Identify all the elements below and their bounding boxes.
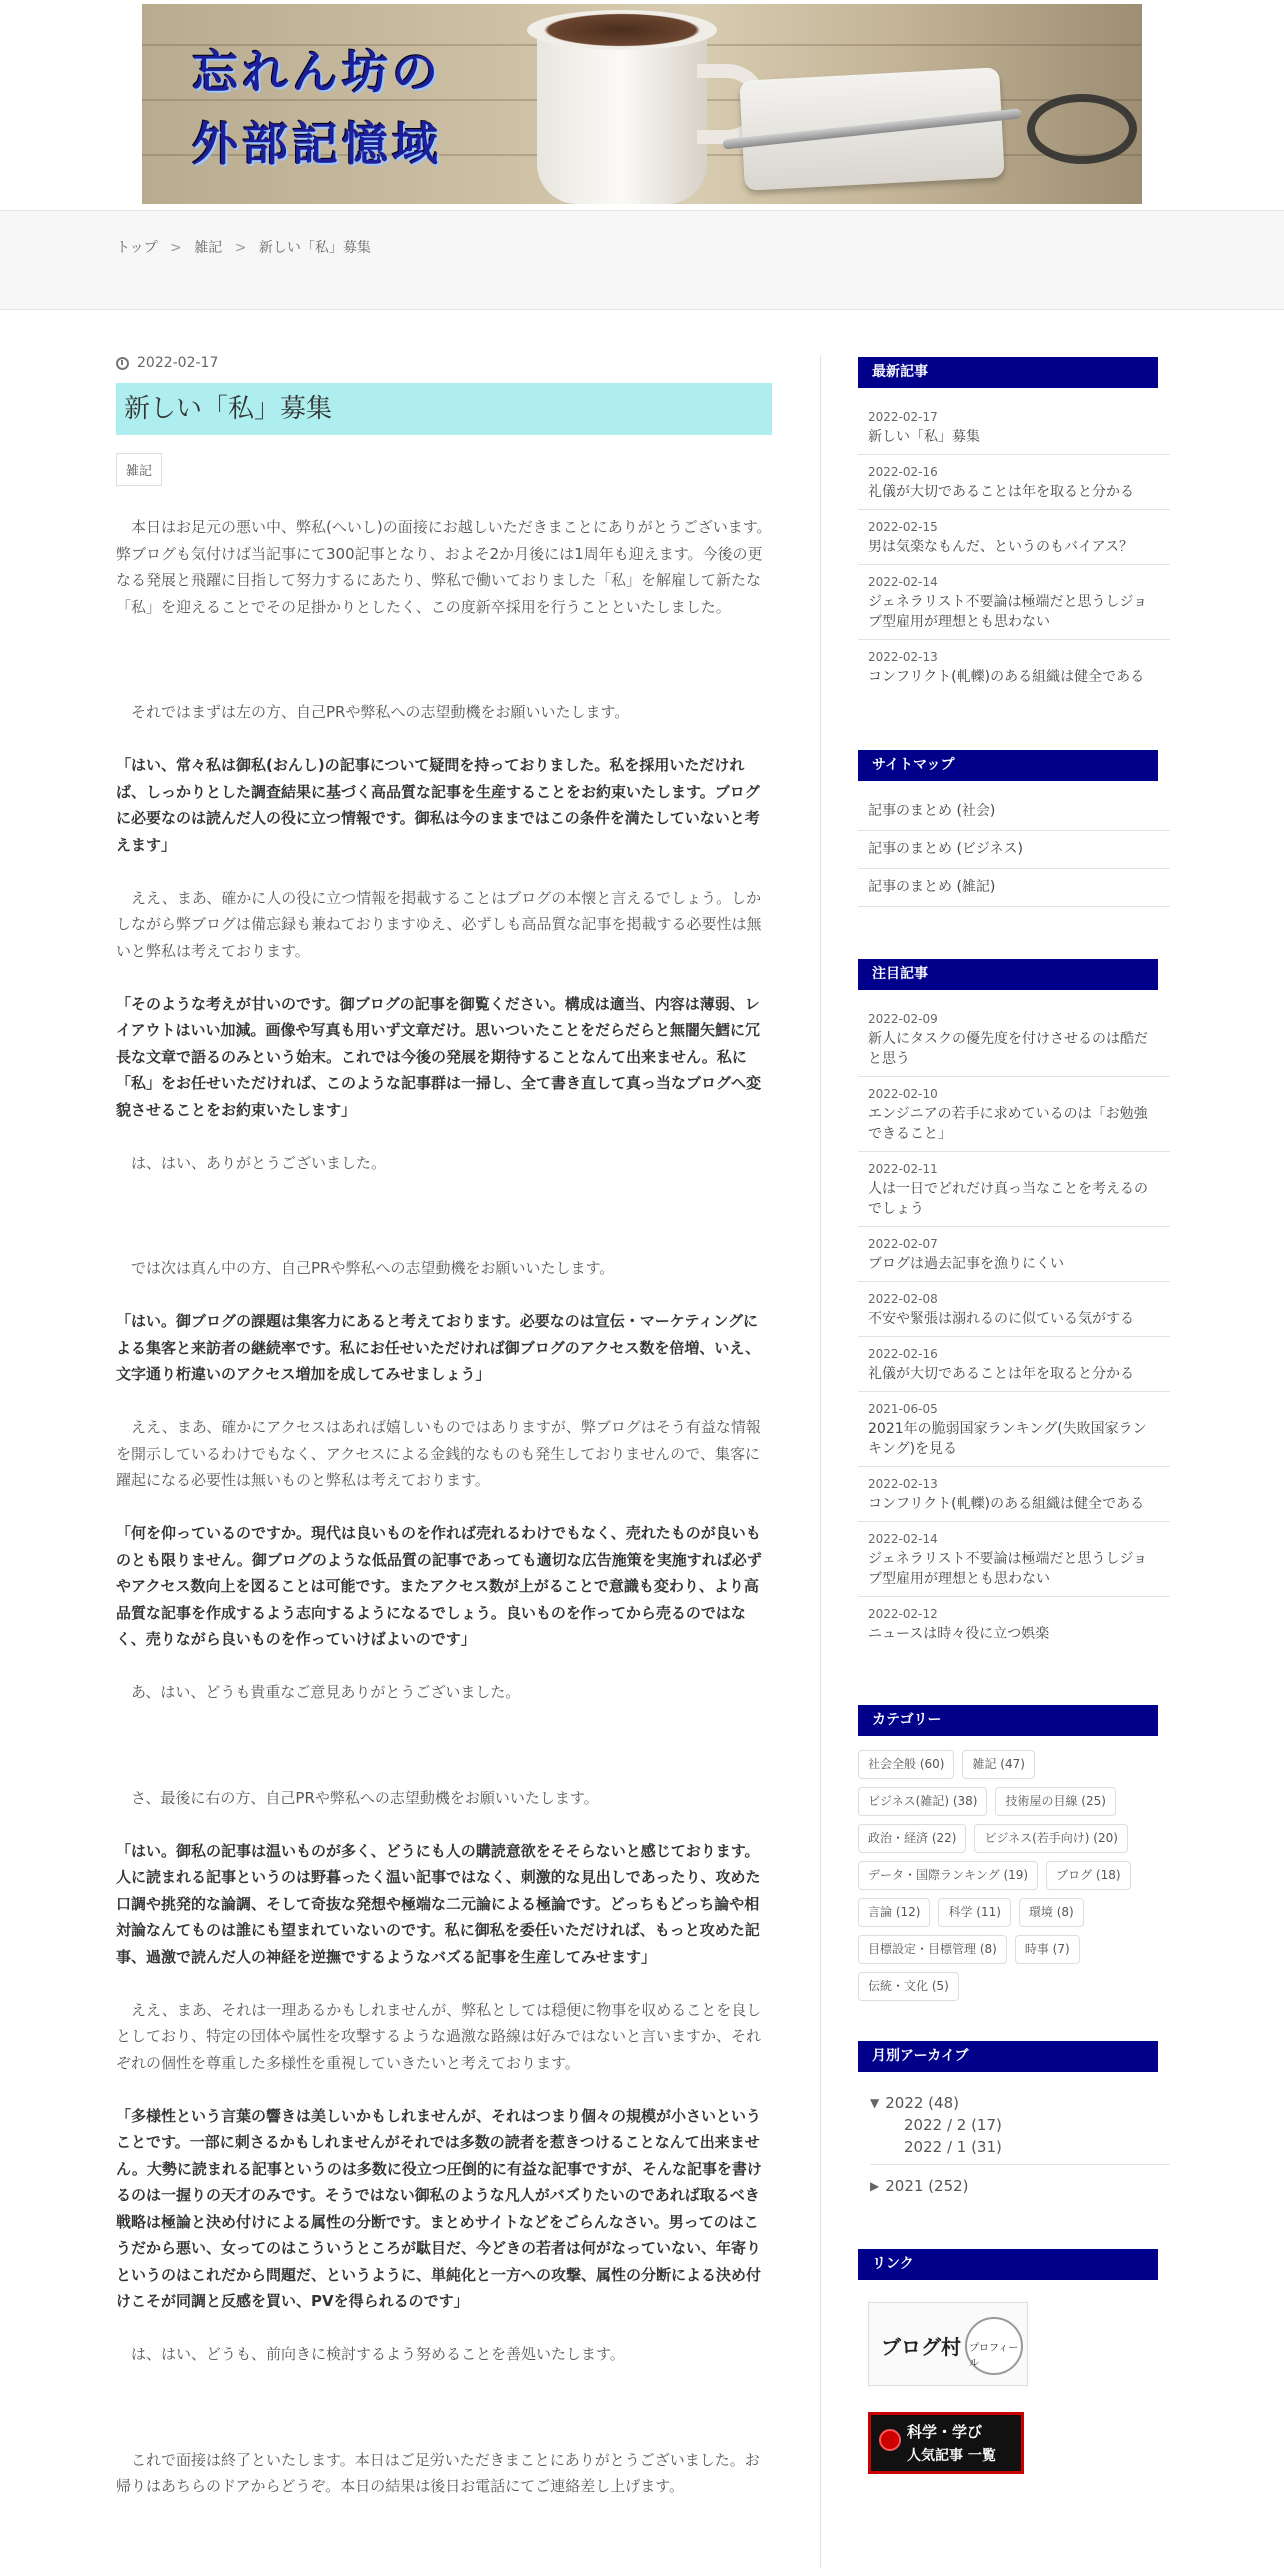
archive-divider (870, 2164, 1170, 2165)
recent-post-date: 2022-02-15 (868, 520, 938, 534)
recent-post-date: 2022-02-14 (868, 575, 938, 589)
breadcrumb-separator: > (234, 240, 247, 256)
bold-paragraph: 「何を仰っているのですか。現代は良いものを作れば売れるわけでもなく、売れたものが良いものとも限りません。御ブログのような低品質の記事であっても適切な広告施策を実施すれば必ずやアクセス数向上を図ることは可能です。またアクセス数が上がることで意識も変わり、より高品質な記事を作成するよう志向するようになるでしょう。良いものを作ってから売るのではなく、売りながら良いものを作っていけばよいのです」 (116, 1524, 762, 1648)
recent-post-item[interactable] (858, 640, 1170, 694)
blogmura-logo-text: ブログ村 (881, 2335, 961, 2359)
breadcrumb-bar (0, 210, 1284, 310)
featured-post-item[interactable] (858, 1227, 1170, 1282)
featured-post-date: 2022-02-07 (868, 1237, 938, 1251)
paragraph-spacer (116, 1123, 772, 1150)
widget-title-featured: 注目記事 (858, 959, 1158, 990)
paragraph-spacer (116, 2368, 772, 2447)
post-content (116, 514, 772, 2500)
column-divider (820, 355, 821, 2568)
featured-post-item[interactable] (858, 1522, 1170, 1597)
paragraph-spacer (116, 2076, 772, 2103)
bold-paragraph: 「多様性という言葉の響きは美しいかもしれませんが、それはつまり個々の規模が小さいということです。一部に刺さるかもしれませんがそれでは多数の読者を惹きつけることなんて出来ません。大勢に読まれる記事というのは多数に役立つ圧倒的に有益な記事ですが、そんな記事を書けるのは一握りの天才のみです。そうではない御私のような凡人がバズりたいのであれば取るべき戦略は極論と決め付けによる属性の分断です。まとめサイトなどをごらんなさい。男ってのはこうだから悪い、女ってのはこういうところが駄目だ、今どきの若者は何がなっていない、年寄りというのはこれだから問題だ、というように、単純化と一方への攻撃、属性の分断による決め付けこそが同調と反感を買い、PVを得られるのです」 (116, 2106, 762, 2310)
category-chip[interactable]: ビジネス(雑記) (38) (858, 1787, 987, 1816)
archive-month-item[interactable]: 2022 / 1 (31) (904, 2138, 1002, 2156)
recent-post-item[interactable] (858, 510, 1170, 565)
archive-year-2022[interactable] (858, 2092, 1170, 2114)
recent-post-item[interactable] (858, 455, 1170, 510)
bold-paragraph: 「はい。御ブログの課題は集客力にあると考えております。必要なのは宣伝・マーケティングによる集客と来訪者の継続率です。私にお任せいただければ御ブログのアクセス数を倍増、いえ、文字通り桁違いのアクセス増加を成してみせましょう」 (116, 1312, 761, 1383)
recent-post-title[interactable]: 礼儀が大切であることは年を取ると分かる (868, 484, 1134, 500)
featured-post-title[interactable]: 不安や緊張は溺れるのに似ている気がする (868, 1311, 1134, 1327)
paragraph: さ、最後に右の方、自己PRや弊私への志望動機をお願いいたします。 (131, 1788, 599, 1807)
ranking-banner-link[interactable] (868, 2412, 1024, 2474)
post-title: 新しい「私」募集 (116, 383, 772, 435)
featured-post-date: 2022-02-11 (868, 1162, 938, 1176)
category-chip[interactable]: 雑記 (47) (962, 1750, 1034, 1779)
archive-year-label: 2022 (48) (885, 2094, 959, 2112)
archive-year-label: 2021 (252) (885, 2177, 969, 2195)
featured-post-item[interactable] (858, 1597, 1170, 1651)
featured-post-title[interactable]: ニュースは時々役に立つ娯楽 (868, 1626, 1050, 1642)
paragraph: は、はい、どうも、前向きに検討するよう努めることを善処いたします。 (131, 2345, 625, 2363)
breadcrumb-item-top[interactable]: トップ (116, 240, 158, 256)
ranking-banner-line1: 科学・学び (907, 2423, 983, 2441)
featured-post-date: 2022-02-16 (868, 1347, 938, 1361)
paragraph: は、はい、ありがとうございました。 (131, 1153, 387, 1172)
triangle-down-icon: ▼ (870, 2096, 880, 2110)
bold-paragraph: 「そのような考えが甘いのです。御ブログの記事を御覧ください。構成は適当、内容は薄弱、レイアウトはいい加減。画像や写真も用いず文章だけ。思いついたことをだらだらと無闇矢鱈に冗長な文章で語るのみという始末。これでは今後の発展を期待することなんて出来ません。私に「私」をお任せいただければ、このような記事群は一掃し、全て書き直して真っ当なブログへ変貌させることをお約束いたします」 (116, 994, 762, 1119)
featured-post-title[interactable]: コンフリクト(軋轢)のある組織は健全である (868, 1496, 1145, 1512)
breadcrumb (0, 211, 1284, 257)
paragraph-spacer (116, 620, 772, 699)
post-date-text: 2022-02-17 (137, 355, 219, 371)
breadcrumb-item-category[interactable]: 雑記 (194, 240, 223, 256)
site-banner[interactable] (142, 4, 1142, 204)
featured-post-date: 2021-06-05 (868, 1402, 938, 1416)
paragraph-spacer (116, 964, 772, 991)
paragraph: それではまずは左の方、自己PRや弊私への志望動機をお願いいたします。 (131, 703, 630, 721)
paragraph: あ、はい、どうも貴重なご意見ありがとうございました。 (131, 1683, 521, 1701)
sitemap-link[interactable]: 記事のまとめ (社会) (858, 793, 1170, 831)
site-header (0, 0, 1284, 210)
recent-post-item[interactable] (858, 400, 1170, 455)
ranking-logo-icon (879, 2429, 901, 2451)
blogmura-banner-link[interactable] (868, 2302, 1028, 2386)
paragraph-spacer (116, 2315, 772, 2342)
recent-post-title[interactable]: ジェネラリスト不要論は極端だと思うしジョブ型雇用が理想とも思わない (868, 594, 1148, 630)
featured-post-item[interactable] (858, 1282, 1170, 1337)
site-title (192, 36, 442, 180)
sitemap-link[interactable]: 記事のまとめ (ビジネス) (858, 831, 1170, 869)
paragraph-spacer (116, 1970, 772, 1997)
recent-post-date: 2022-02-16 (868, 465, 938, 479)
category-chip[interactable]: ビジネス(若手向け) (20) (974, 1824, 1127, 1853)
featured-post-item[interactable] (858, 1152, 1170, 1227)
paragraph: これで面接は終了といたします。本日はご足労いただきまことにありがとうございました。お帰りはあちらのドアからどうぞ。本日の結果は後日お電話にてご連絡差し上げます。 (116, 2450, 760, 2495)
post-date (116, 355, 772, 371)
recent-post-title[interactable]: 男は気楽なもんだ、というのもバイアス？ (868, 539, 1134, 555)
paragraph-spacer (116, 726, 772, 753)
category-chip[interactable]: 時事 (7) (1015, 1935, 1080, 1964)
recent-post-date: 2022-02-17 (868, 410, 938, 424)
category-chip[interactable]: データ・国際ランキング (19) (858, 1861, 1038, 1890)
featured-post-date: 2022-02-13 (868, 1477, 938, 1491)
featured-post-title[interactable]: ジェネラリスト不要論は極端だと思うしジョブ型雇用が理想とも思わない (868, 1551, 1148, 1587)
paragraph-spacer (116, 1282, 772, 1309)
category-chip[interactable]: 伝統・文化 (5) (858, 1972, 959, 2001)
recent-post-item[interactable] (858, 565, 1170, 640)
paragraph: ええ、まあ、確かにアクセスはあれば嬉しいものではありますが、弊ブログはそう有益な情報を開示しているわけでもなく、アクセスによる金銭的なものも発生しておりませんので、集客に躍起になる必要性は無いものと弊私は考えております。 (116, 1418, 761, 1489)
archive-year-2021[interactable] (858, 2175, 1170, 2197)
recent-post-title[interactable]: コンフリクト(軋轢)のある組織は健全である (868, 669, 1145, 685)
coffee-cup-graphic (537, 24, 707, 204)
bold-paragraph: 「はい。御私の記事は温いものが多く、どうにも人の購読意欲をそそらないと感じております。人に読まれる記事というのは野暮ったく温い記事ではなく、刺激的な見出しであったり、攻めた口調や挑発的な論調、そして奇抜な発想や極端な二元論による極論です。どっちもどっち論や相対論なんてものは誰にも望まれていないのです。私に御私を委任いただければ、もっと攻めた記事、過激で読んだ人の神経を逆撫でするようなバズる記事を生産してみせます」 (116, 1841, 761, 1966)
ranking-banner-line2: 人気記事 一覧 (907, 2448, 996, 2464)
sitemap-link[interactable]: 記事のまとめ (雑記) (858, 869, 1170, 907)
site-title-line: 忘れん坊の (192, 45, 442, 99)
featured-post-date: 2022-02-10 (868, 1087, 938, 1101)
featured-post-date: 2022-02-14 (868, 1532, 938, 1546)
breadcrumb-item-current: 新しい「私」募集 (258, 240, 371, 256)
archive-list (858, 2092, 1170, 2197)
coffee-cup-graphic (527, 10, 717, 50)
category-chip[interactable]: 言論 (12) (858, 1898, 930, 1927)
clock-icon (116, 357, 129, 370)
paragraph-spacer (116, 1706, 772, 1785)
paragraph-spacer (116, 1811, 772, 1838)
glasses-graphic (1027, 94, 1137, 164)
bold-paragraph: 「はい、常々私は御私(おんし)の記事について疑問を持っておりました。私を採用いただければ、しっかりとした調査結果に基づく高品質な記事を生産することをお約束いたします。ブログに必要なのは読んだ人の役に立つ情報です。御私は今のままではこの条件を満たしていないと考えます」 (116, 756, 760, 854)
category-chip[interactable]: 目標設定・目標管理 (8) (858, 1935, 1007, 1964)
category-chip[interactable]: ブログ (18) (1046, 1861, 1130, 1890)
featured-post-item[interactable] (858, 1337, 1170, 1392)
paragraph-spacer (116, 1176, 772, 1255)
widget-title-links: リンク (858, 2249, 1158, 2280)
category-chip[interactable]: 環境 (8) (1019, 1898, 1084, 1927)
featured-posts-list (858, 1002, 1170, 1651)
featured-post-title[interactable]: 2021年の脆弱国家ランキング(失敗国家ランキング)を見る (868, 1421, 1147, 1457)
archive-month-item[interactable]: 2022 / 2 (17) (904, 2116, 1002, 2134)
widget-title-category: カテゴリー (858, 1705, 1158, 1736)
widget-title-recent: 最新記事 (858, 357, 1158, 388)
sidebar (858, 357, 1170, 2474)
featured-post-item[interactable] (858, 1077, 1170, 1152)
featured-post-title[interactable]: 人は一日でどれだけ真っ当なことを考えるのでしょう (868, 1181, 1148, 1217)
category-chip[interactable]: 社会全般 (60) (858, 1750, 954, 1779)
featured-post-date: 2022-02-08 (868, 1292, 938, 1306)
post-category-tag[interactable]: 雑記 (116, 453, 162, 486)
category-list (858, 1750, 1170, 2001)
featured-post-title[interactable]: エンジニアの若手に求めているのは「お勉強できること」 (868, 1106, 1148, 1142)
site-title-line: 外部記憶域 (192, 117, 442, 171)
paragraph-spacer (116, 858, 772, 885)
featured-post-date: 2022-02-09 (868, 1012, 938, 1026)
paragraph: 本日はお足元の悪い中、弊私(へいし)の面接にお越しいただきまことにありがとうございます。弊ブログも気付けば当記事にて300記事となり、およそ2か月後には1周年も迎えます。今後の更なる発展と飛躍に目指して努力するにあたり、弊私で働いておりました「私」を解雇して新たな「私」を迎えることでその足掛かりとしたく、この度新卒採用を行うことといたしました。 (116, 518, 772, 616)
article (116, 355, 772, 2500)
featured-post-item[interactable] (858, 1002, 1170, 1077)
featured-post-title[interactable]: ブログは過去記事を漁りにくい (868, 1256, 1064, 1272)
category-chip[interactable]: 技術屋の目線 (25) (995, 1787, 1115, 1816)
recent-post-date: 2022-02-13 (868, 650, 938, 664)
recent-post-title[interactable]: 新しい「私」募集 (868, 429, 980, 445)
paragraph-spacer (116, 1388, 772, 1415)
paragraph: では次は真ん中の方、自己PRや弊私への志望動機をお願いいたします。 (131, 1259, 615, 1277)
featured-post-item[interactable] (858, 1392, 1170, 1467)
triangle-right-icon: ▶ (870, 2179, 880, 2193)
sitemap-list (858, 793, 1170, 907)
paragraph-spacer (116, 1653, 772, 1680)
paragraph: ええ、まあ、それは一理あるかもしれませんが、弊私としては穏便に物事を収めることを良しとしており、特定の団体や属性を攻撃するような過激な路線は好みではないと言いますか、それぞれの個性を尊重した多様性を重視していきたいと考えております。 (116, 2000, 762, 2072)
paragraph-spacer (116, 1494, 772, 1521)
recent-posts-list (858, 400, 1170, 694)
blogmura-profile-label: プロフィール (969, 2343, 1019, 2369)
category-chip[interactable]: 政治・経済 (22) (858, 1824, 966, 1853)
widget-title-sitemap: サイトマップ (858, 750, 1158, 781)
category-chip[interactable]: 科学 (11) (938, 1898, 1010, 1927)
featured-post-title[interactable]: 新人にタスクの優先度を付けさせるのは酷だと思う (868, 1031, 1148, 1067)
breadcrumb-separator: > (170, 240, 182, 256)
paragraph: ええ、まあ、確かに人の役に立つ情報を掲載することはブログの本懐と言えるでしょう。しかしながら弊ブログは備忘録も兼ねておりますゆえ、必ずしも高品質な記事を掲載する必要性は無いと弊私は考えております。 (116, 888, 762, 960)
featured-post-title[interactable]: 礼儀が大切であることは年を取ると分かる (868, 1366, 1134, 1382)
widget-title-archive: 月別アーカイブ (858, 2041, 1158, 2072)
featured-post-item[interactable] (858, 1467, 1170, 1522)
featured-post-date: 2022-02-12 (868, 1607, 938, 1621)
